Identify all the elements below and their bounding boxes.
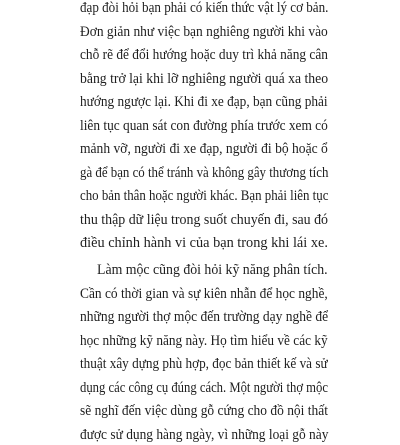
text-line: điều chỉnh hành vi của bạn trong khi lái xe. [80,235,328,251]
text-line: gà để bạn có thể tránh và không gây thương tích [80,165,329,181]
text-line: bằng trở lại khi lỡ nghiêng người quá xa theo [80,71,329,87]
text-line: những người thợ mộc đến trường dạy nghề để [80,309,329,325]
text-line: hướng ngược lại. Khi đi xe đạp, bạn cũng phải [80,94,328,110]
text-line: Đơn giản như việc bạn nghiêng người khi vào [80,24,328,40]
text-line: học những kỹ năng này. Họ tìm hiểu về các kỹ [80,333,328,349]
text-line: chỗ rẽ để đổi hướng hoặc duy trì khả năng cân [80,47,328,63]
text-line: mảnh vỡ, người đi xe đạp, người đi bộ hoặc ổ [80,141,328,157]
text-line: dụng các công cụ đúng cách. Một người thợ mộc [80,380,328,396]
text-line: đạp đòi hỏi bạn phải có kiến thức vật lý cơ bản. [80,0,329,16]
text-line: Làm mộc cũng đòi hỏi kỹ năng phân tích. [97,262,328,278]
text-line: thuật xây dựng phù hợp, đọc bản thiết kế và sử [80,356,328,372]
text-line: liên tục quan sát con đường phía trước xem có [80,118,328,134]
text-line: Cần có thời gian và sự kiên nhẫn để học nghề, [80,286,328,302]
text-line: thu thập dữ liệu trong suốt chuyến đi, sau đó [80,212,329,228]
text-line: được sử dụng hàng ngày, vì những loại gỗ này [80,427,329,443]
text-line: cho bản thân hoặc người khác. Bạn phải liên tục [80,188,329,204]
text-line: sẽ nghĩ đến việc dùng gỗ cứng cho đồ nội thất [80,403,328,419]
